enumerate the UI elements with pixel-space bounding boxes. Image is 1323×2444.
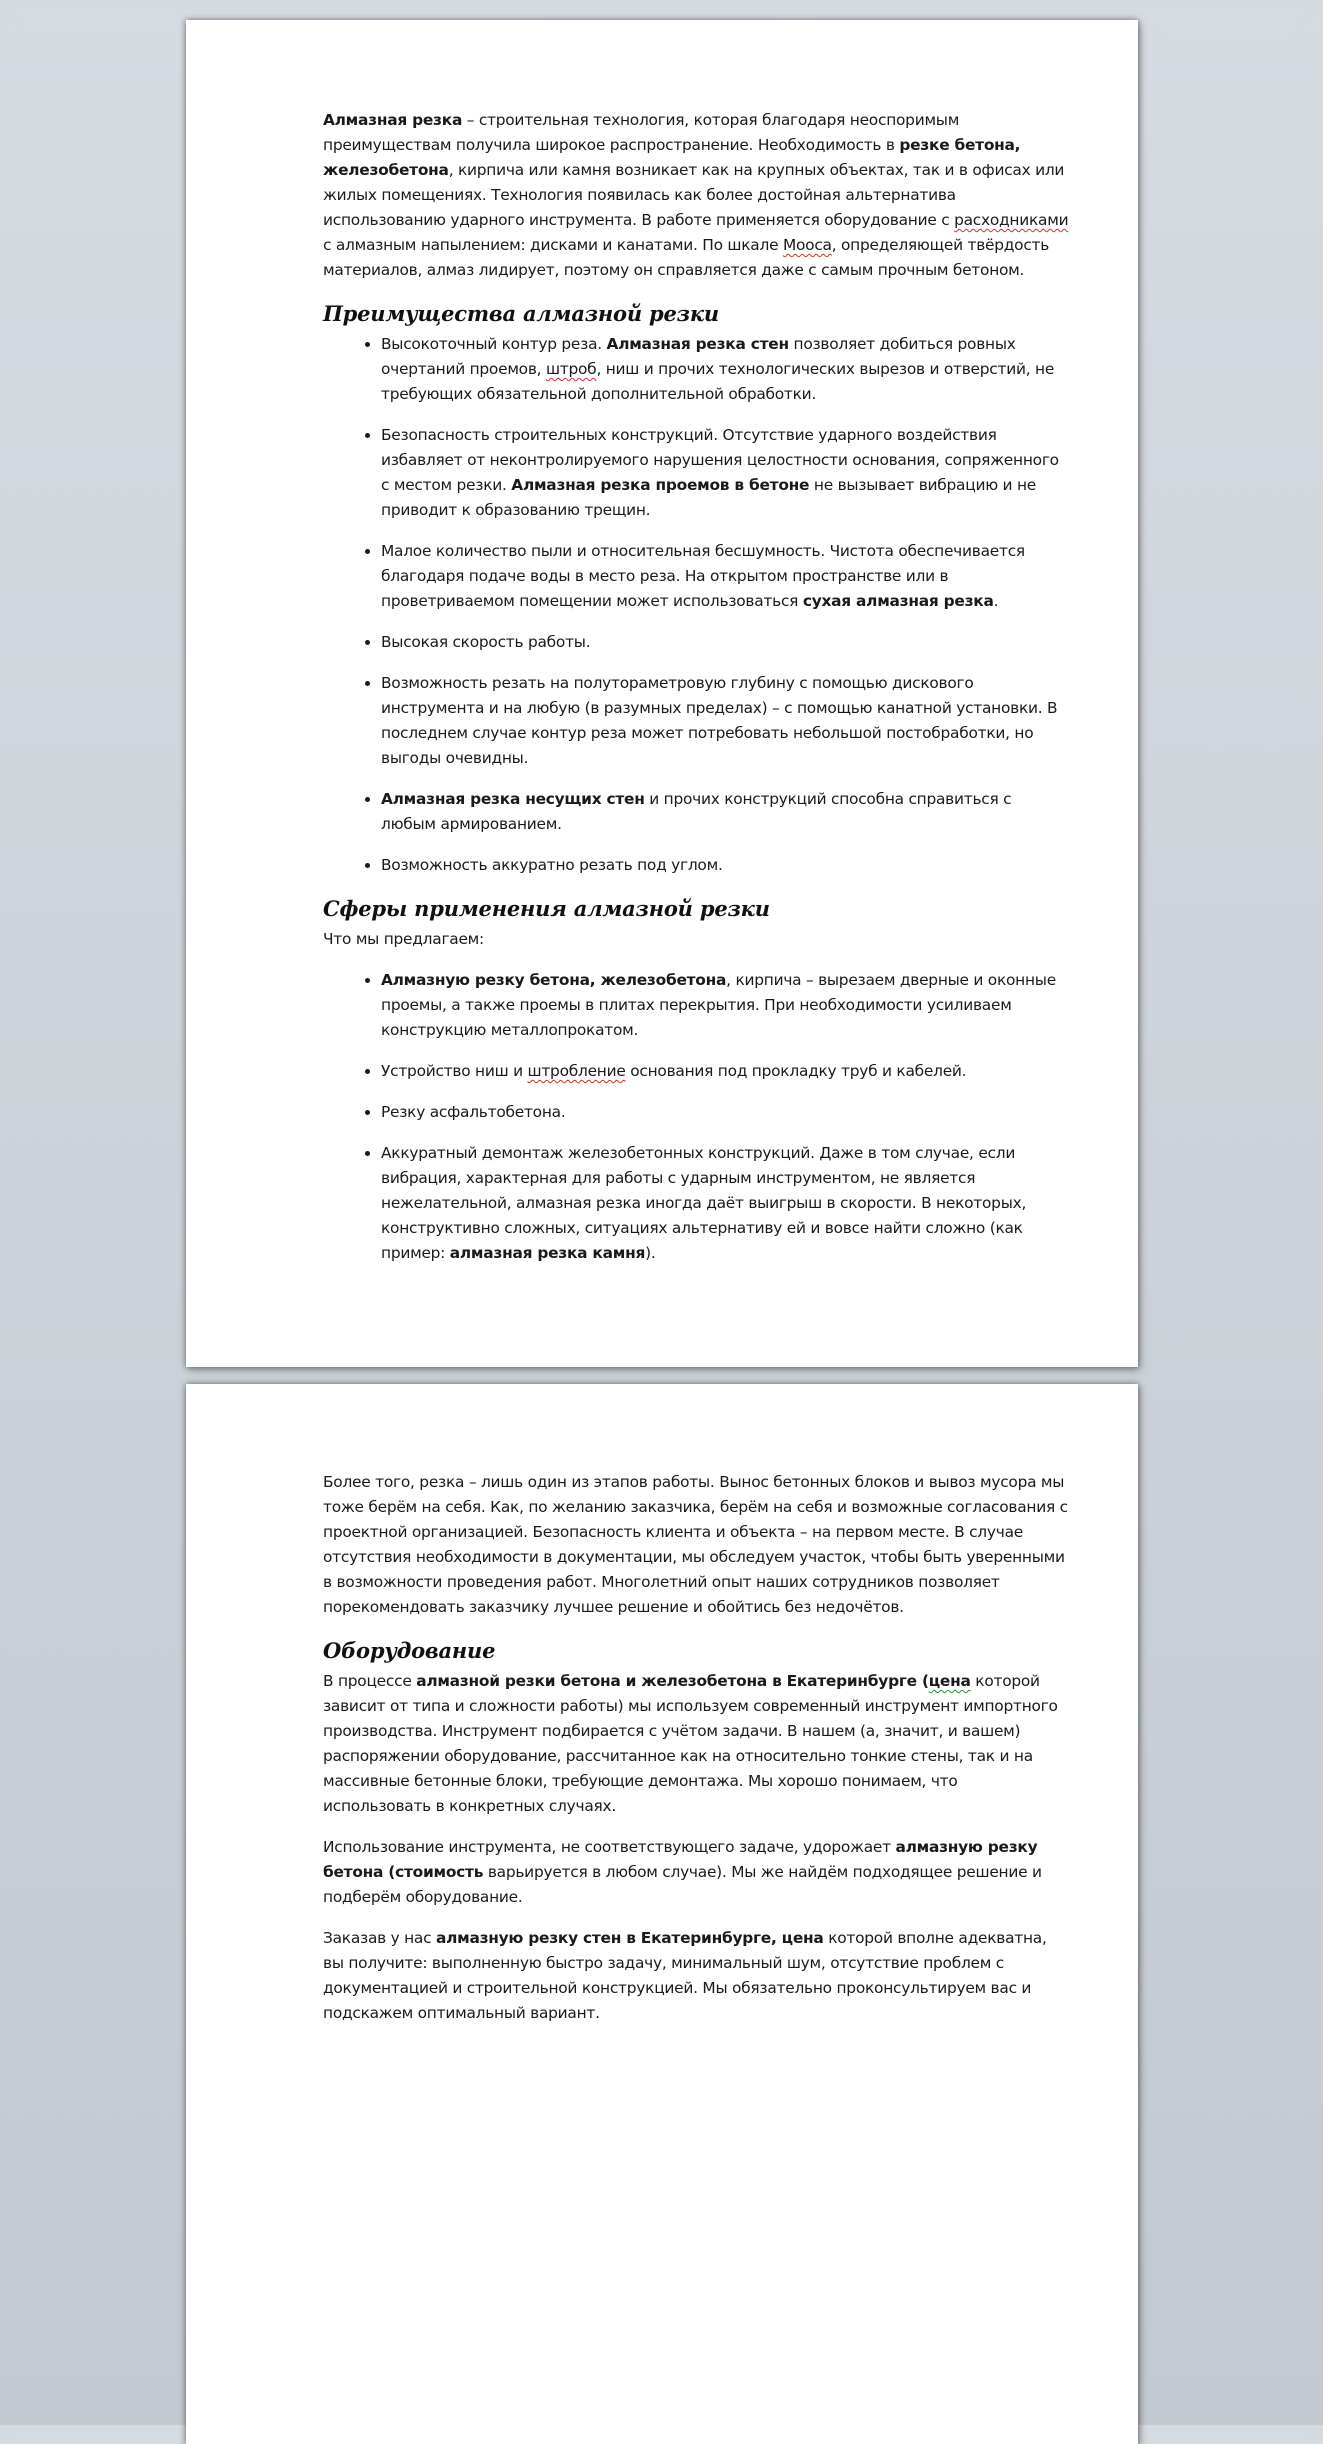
list-item: • Безопасность строительных конструкций. Отсутствие ударного воздействия избавляет от неконтролируемого нарушения целостности основания, сопряженного с местом резки. Алмазная резка проемов в бетоне не вызывает вибрацию и не приводит к образованию трещин.	[381, 423, 1069, 523]
list-item: • Аккуратный демонтаж железобетонных конструкций. Даже в том случае, если вибрация, характерная для работы с ударным инструментом, не является нежелательной, алмазная резка иногда даёт выигрыш в скорости. В некоторых, конструктивно сложных, ситуациях альтернативу ей и вовсе найти сложно (как пример: алмазная резка камня).	[381, 1141, 1069, 1266]
document-page-2	[186, 1384, 1138, 2444]
list-item: • Малое количество пыли и относительная бесшумность. Чистота обеспечивается благодаря подаче воды в место реза. На открытом пространстве или в проветриваемом помещении может использоваться сухая алмазная резка.	[381, 539, 1069, 614]
applications-list	[323, 968, 1069, 1266]
spellcheck-word[interactable]: расходниками	[954, 211, 1069, 229]
intro-paragraph: Алмазная резка – строительная технология, которая благодаря неоспоримым преимуществам получила широкое распространение. Необходимость в резке бетона, железобетона, кирпича или камня возникает как на крупных объектах, так и в офисах или жилых помещениях. Технология появилась как более достойная альтернатива использованию ударного инструмента. В работе применяется оборудование с расходниками с алмазным напылением: дисками и канатами. По шкале Мооса, определяющей твёрдость материалов, алмаз лидирует, поэтому он справляется даже с самым прочным бетоном.	[323, 111, 1069, 279]
page-1-content[interactable]	[323, 108, 1069, 1282]
advantages-heading: Преимущества алмазной резки	[323, 301, 719, 326]
list-item: • Алмазная резка несущих стен и прочих конструкций способна справиться с любым армированием.	[381, 787, 1069, 837]
equipment-paragraph-1: В процессе алмазной резки бетона и железобетона в Екатеринбурге (цена которой зависит от типа и сложности работы) мы используем современный инструмент импортного производства. Инструмент подбирается с учётом задачи. В нашем (а, значит, и вашем) распоряжении оборудование, рассчитанное как на относительно тонкие стены, так и на массивные бетонные блоки, требующие демонтажа. Мы хорошо понимаем, что использовать в конкретных случаях.	[323, 1672, 1058, 1815]
grammar-check-word[interactable]: цена	[928, 1672, 971, 1690]
equipment-heading: Оборудование	[323, 1638, 496, 1663]
work-stages-paragraph: Более того, резка – лишь один из этапов работы. Вынос бетонных блоков и вывоз мусора мы тоже берём на себя. Как, по желанию заказчика, берём на себя и возможные согласования с проектной организацией. Безопасность клиента и объекта – на первом месте. В случае отсутствия необходимости в документации, мы обследуем участок, чтобы быть уверенными в возможности проведения работ. Многолетний опыт наших сотрудников позволяет порекомендовать заказчику лучшее решение и обойтись без недочётов.	[323, 1473, 1068, 1616]
spellcheck-word[interactable]: штроб	[545, 360, 597, 378]
spellcheck-word[interactable]: Мооса	[782, 236, 832, 254]
equipment-paragraph-2: Использование инструмента, не соответствующего задаче, удорожает алмазную резку бетона (стоимость варьируется в любом случае). Мы же найдём подходящее решение и подберём оборудование.	[323, 1838, 1042, 1906]
applications-lead: Что мы предлагаем:	[323, 930, 484, 948]
list-item: • Устройство ниш и штробление основания под прокладку труб и кабелей.	[381, 1059, 1069, 1084]
list-item: • Высокая скорость работы.	[381, 630, 1069, 655]
list-item: • Возможность аккуратно резать под углом.	[381, 853, 1069, 878]
list-item: • Высокоточный контур реза. Алмазная резка стен позволяет добиться ровных очертаний проемов, штроб, ниш и прочих технологических вырезов и отверстий, не требующих обязательной дополнительной обработки.	[381, 332, 1069, 407]
applications-heading: Сферы применения алмазной резки	[323, 896, 770, 921]
spellcheck-word[interactable]: штробление	[527, 1062, 626, 1080]
list-item: • Резку асфальтобетона.	[381, 1100, 1069, 1125]
document-page-1	[186, 20, 1138, 1367]
list-item: • Возможность резать на полутораметровую глубину с помощью дискового инструмента и на любую (в разумных пределах) – с помощью канатной установки. В последнем случае контур реза может потребовать небольшой постобработки, но выгоды очевидны.	[381, 671, 1069, 771]
advantages-list	[323, 332, 1069, 878]
list-item: • Алмазную резку бетона, железобетона, кирпича – вырезаем дверные и оконные проемы, а также проемы в плитах перекрытия. При необходимости усиливаем конструкцию металлопрокатом.	[381, 968, 1069, 1043]
equipment-paragraph-3: Заказав у нас алмазную резку стен в Екатеринбурге, цена которой вполне адекватна, вы получите: выполненную быстро задачу, минимальный шум, отсутствие проблем с документацией и строительной конструкцией. Мы обязательно проконсультируем вас и подскажем оптимальный вариант.	[323, 1929, 1047, 2022]
page-2-content[interactable]	[323, 1470, 1069, 2042]
